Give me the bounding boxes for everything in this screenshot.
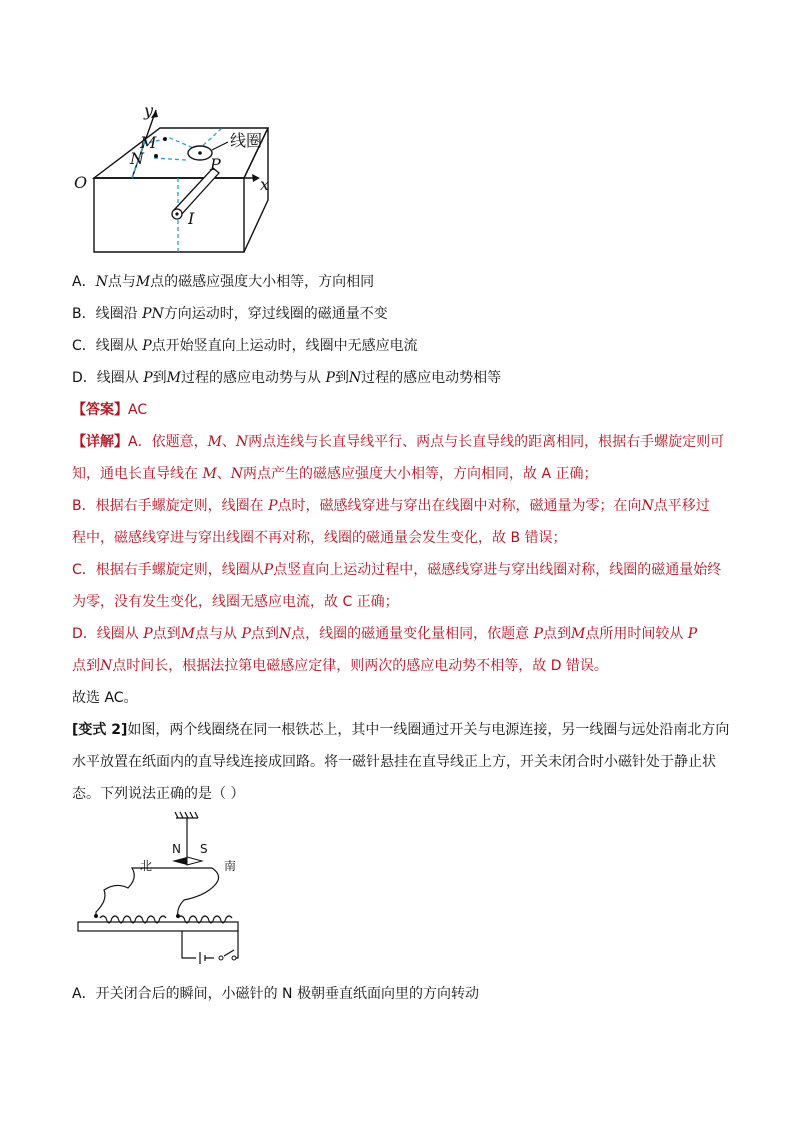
needle-north	[172, 857, 187, 865]
ceiling-hatch	[175, 812, 198, 818]
coil-center-dot	[198, 151, 202, 155]
label-coil: 线圈	[230, 131, 263, 150]
variant-line-1: [变式 2]如图，两个线圈绕在同一根铁芯上，其中一线圈通过开关与电源连接，另一线圈与远处沿南北方向	[72, 722, 730, 738]
dashed-line-np	[154, 158, 186, 160]
option-d: D．线圈从 P到M过程的感应电动势与从 P到N过程的感应电动势相等	[72, 370, 502, 386]
label-m: M	[140, 133, 157, 152]
option-a: A．N点与M点的磁感应强度大小相等，方向相同	[72, 274, 375, 290]
conclusion-line: 故选 AC。	[72, 690, 138, 706]
option-b: B．线圈沿 PN方向运动时，穿过线圈的磁通量不变	[72, 306, 388, 322]
analysis-line-6: 为零，没有发生变化，线圈无感应电流，故 C 正确；	[72, 594, 399, 610]
analysis-line-4: 程中，磁感线穿进与穿出线圈不再对称，线圈的磁通量会发生变化，故 B 错误；	[72, 530, 567, 546]
label-p: P	[210, 155, 221, 174]
label-n: N	[130, 149, 144, 168]
analysis-line-2: 知，通电长直导线在 M、N两点产生的磁感应强度大小相等，方向相同，故 A 正确；	[72, 466, 598, 482]
analysis-line-1: 【详解】A．依题意，M、N两点连线与长直导线平行、两点与长直导线的距离相同，根据右手螺旋定则可	[72, 434, 725, 450]
option-c: C．线圈从 P点开始竖直向上运动时，线圈中无感应电流	[72, 338, 418, 354]
switch-left-dot	[219, 956, 223, 960]
label-o: O	[74, 173, 88, 192]
label-needle-n: N	[172, 842, 181, 856]
box-front-face	[94, 178, 244, 252]
label-i: I	[188, 209, 195, 228]
variant-line-3: 态。下列说法正确的是（ ）	[72, 786, 245, 802]
current-dot	[175, 212, 178, 215]
wire-right-lead	[178, 868, 219, 918]
x-arrow	[252, 174, 260, 182]
analysis-line-5: C．根据右手螺旋定则，线圈从P点竖直向上运动过程中，磁感线穿进与穿出线圈对称，线圈的磁通量始终	[72, 562, 722, 578]
figure-box-coil	[70, 98, 310, 260]
label-x: x	[260, 175, 270, 194]
analysis-line-8: 点到N点时间长，根据法拉第电磁感应定律，则两次的感应电动势不相等，故 D 错误。	[72, 658, 608, 674]
label-north: 北	[140, 859, 153, 873]
variant-option-a: A．开关闭合后的瞬间，小磁针的 N 极朝垂直纸面向里的方向转动	[72, 986, 479, 1002]
switch-right-dot	[232, 956, 236, 960]
battery-circuit	[182, 930, 238, 964]
point-n	[154, 154, 158, 158]
wire-rod	[174, 168, 219, 216]
terminal-dot	[176, 914, 180, 918]
variant-line-2: 水平放置在纸面内的直导线连接成回路。将一磁针悬挂在直导线正上方，开关未闭合时小磁针处于静止状	[72, 754, 716, 770]
label-y: y	[144, 101, 154, 120]
point-m	[163, 137, 167, 141]
terminal-dot	[94, 914, 98, 918]
needle-south	[187, 857, 202, 865]
label-needle-s: S	[200, 842, 208, 856]
wire-left-lead	[96, 868, 212, 918]
answer-line: 【答案】AC	[72, 402, 148, 418]
analysis-line-3: B．根据右手螺旋定则，线圈在 P点时，磁感线穿进与穿出在线圈中对称，磁通量为零；在向N点平移过	[72, 498, 710, 514]
figure-coils-needle	[74, 808, 244, 974]
iron-core	[78, 922, 238, 931]
coil-leader-line	[212, 142, 228, 150]
label-south: 南	[224, 859, 237, 873]
analysis-line-7: D．线圈从 P点到M点与从 P点到N点，线圈的磁通量变化量相同，依题意 P点到M点所用时间较从 P	[72, 626, 698, 642]
